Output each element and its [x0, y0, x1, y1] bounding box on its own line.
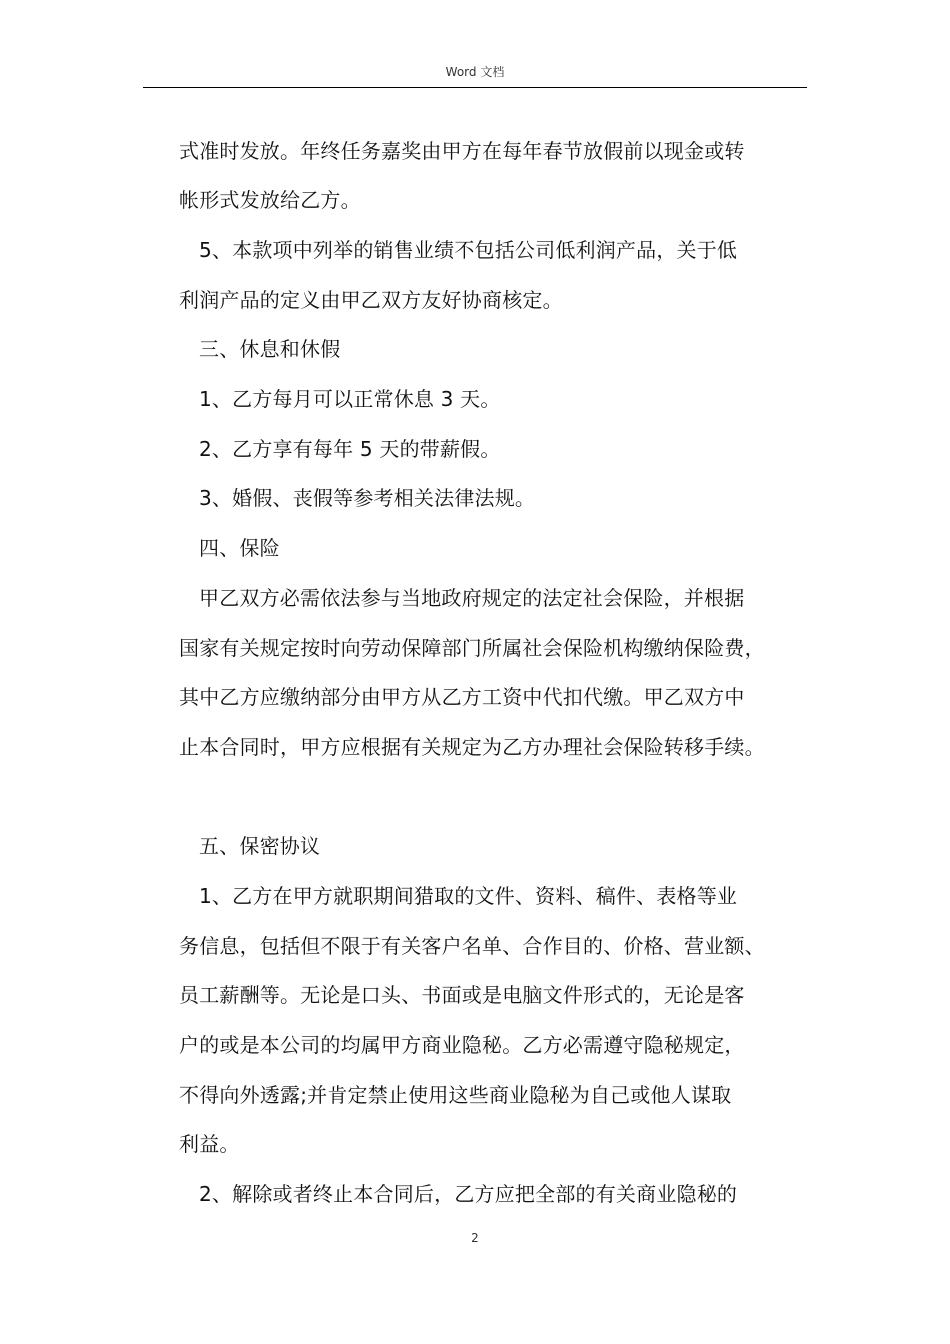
text-line: 利润产品的定义由甲乙双方友好协商核定。	[179, 288, 563, 312]
text-line: 利益。	[179, 1132, 240, 1156]
text-line: 其中乙方应缴纳部分由甲方从乙方工资中代扣代缴。甲乙双方中	[179, 685, 745, 709]
section-heading: 四、保险	[199, 536, 280, 560]
text-line: 式准时发放。年终任务嘉奖由甲方在每年春节放假前以现金或转	[179, 139, 745, 163]
text-line: 帐形式发放给乙方。	[179, 188, 361, 212]
page-header: Word 文档	[445, 65, 505, 79]
text-line: 1、乙方在甲方就职期间猎取的文件、资料、稿件、表格等业	[199, 884, 738, 908]
header-divider	[143, 87, 807, 88]
text-line: 5、本款项中列举的销售业绩不包括公司低利润产品，关于低	[199, 238, 738, 262]
text-line: 不得向外透露;并肯定禁止使用这些商业隐秘为自己或他人谋取	[179, 1083, 732, 1107]
text-line: 员工薪酬等。无论是口头、书面或是电脑文件形式的，无论是客	[179, 983, 745, 1007]
text-line: 1、乙方每月可以正常休息 3 天。	[199, 387, 501, 411]
text-line: 户的或是本公司的均属甲方商业隐秘。乙方必需遵守隐秘规定，	[179, 1033, 745, 1057]
text-line: 务信息，包括但不限于有关客户名单、合作目的、价格、营业额、	[179, 934, 765, 958]
page-number: 2	[471, 1231, 479, 1245]
section-heading: 五、保密协议	[199, 834, 321, 858]
text-line: 2、乙方享有每年 5 天的带薪假。	[199, 437, 501, 461]
text-line: 止本合同时，甲方应根据有关规定为乙方办理社会保险转移手续。	[179, 735, 765, 759]
text-line: 甲乙双方必需依法参与当地政府规定的法定社会保险，并根据	[199, 586, 745, 610]
text-line: 2、解除或者终止本合同后，乙方应把全部的有关商业隐秘的	[199, 1182, 738, 1206]
text-line: 3、婚假、丧假等参考相关法律法规。	[199, 486, 536, 510]
text-line: 国家有关规定按时向劳动保障部门所属社会保险机构缴纳保险费，	[179, 636, 765, 660]
section-heading: 三、休息和休假	[199, 337, 341, 361]
